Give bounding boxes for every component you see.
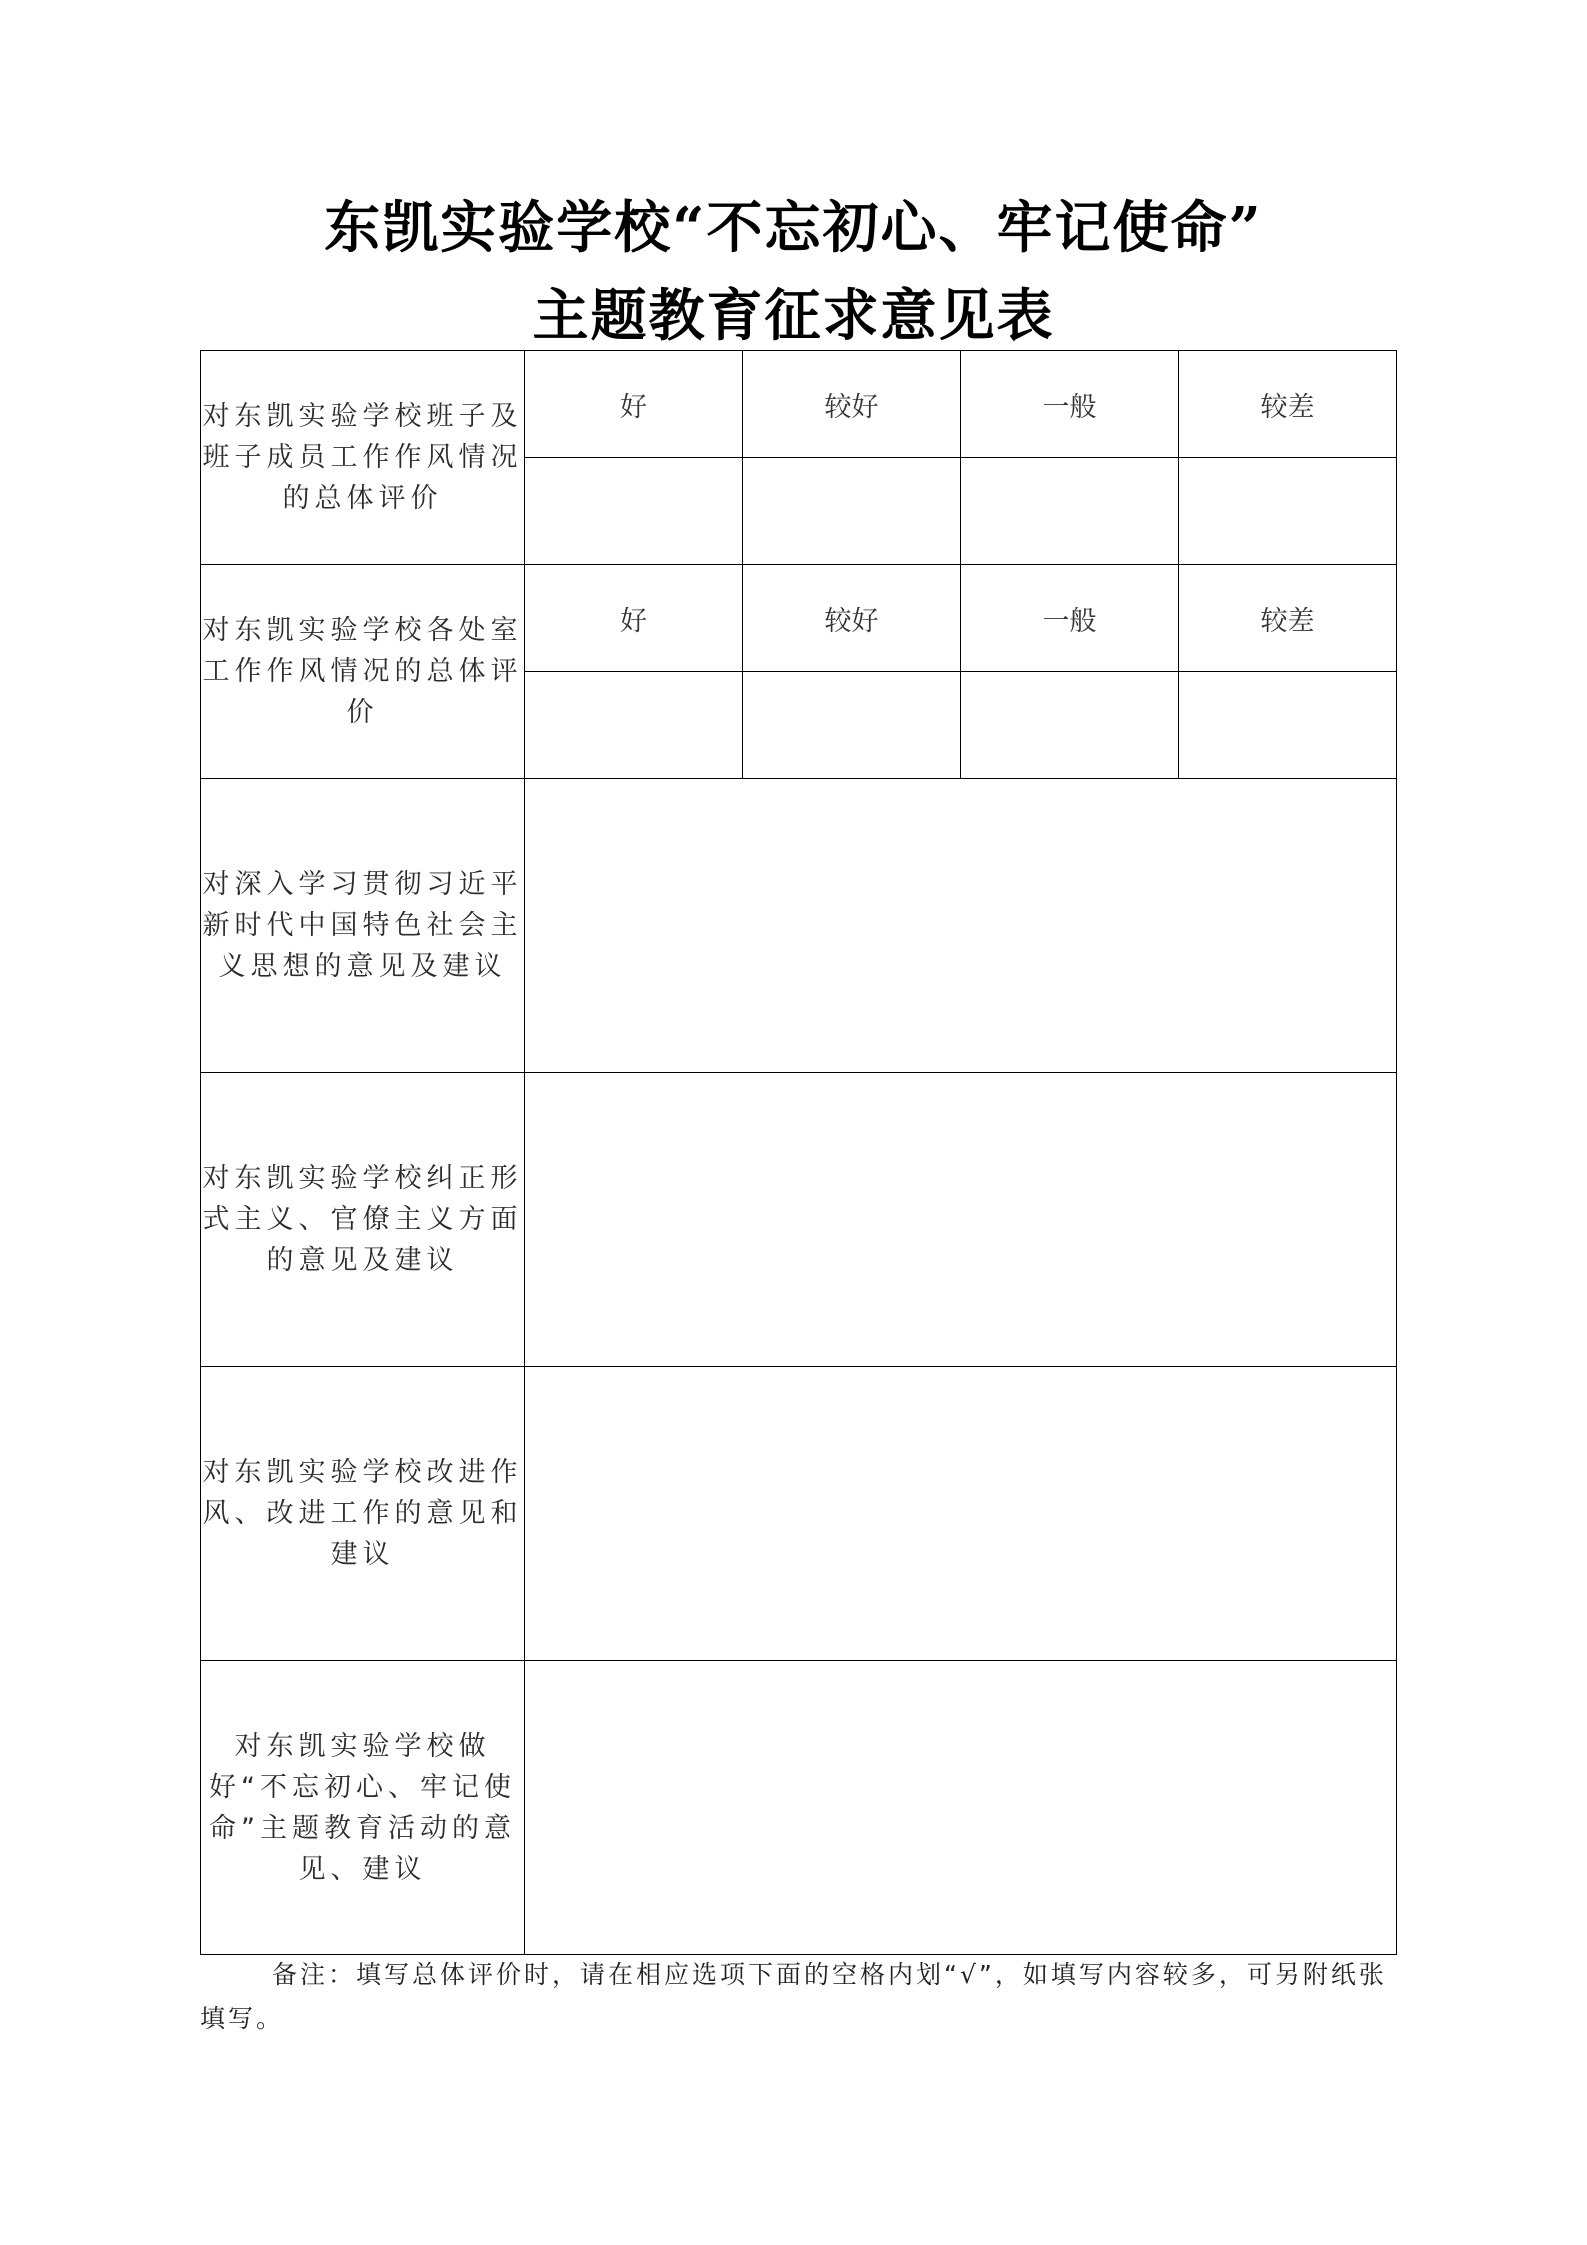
opinion-input-area-theme-education[interactable] [525, 1661, 1397, 1955]
rating-mark-cell-good[interactable] [525, 458, 743, 565]
rating-option-average: 一般 [961, 351, 1179, 458]
opinion-label-work-style: 对东凯实验学校改进作风、改进工作的意见和建议 [201, 1367, 525, 1661]
rating-option-average: 一般 [961, 565, 1179, 672]
rating-row-offices-header [201, 565, 1397, 672]
rating-mark-cell-fairly-good[interactable] [743, 458, 961, 565]
rating-row-leadership-header [201, 351, 1397, 458]
rating-option-good: 好 [525, 351, 743, 458]
opinion-row-formalism [201, 1073, 1397, 1367]
rating-option-fairly-good: 较好 [743, 565, 961, 672]
opinion-row-study [201, 779, 1397, 1073]
rating-mark-cell-poor[interactable] [1179, 672, 1397, 779]
rating-mark-cell-average[interactable] [961, 672, 1179, 779]
form-footnote: 备注：填写总体评价时，请在相应选项下面的空格内划“√”，如填写内容较多，可另附纸张填写。 [200, 1960, 1387, 2033]
rating-mark-cell-poor[interactable] [1179, 458, 1397, 565]
opinion-form-table [200, 350, 1397, 1955]
opinion-row-work-style [201, 1367, 1397, 1661]
opinion-input-area-study[interactable] [525, 779, 1397, 1073]
opinion-label-theme-education: 对东凯实验学校做好“不忘初心、牢记使命”主题教育活动的意见、建议 [201, 1661, 525, 1955]
rating-label-offices: 对东凯实验学校各处室工作作风情况的总体评价 [201, 565, 525, 779]
rating-option-poor: 较差 [1179, 565, 1397, 672]
form-title-line-2: 主题教育征求意见表 [532, 283, 1055, 349]
rating-label-leadership: 对东凯实验学校班子及班子成员工作作风情况的总体评价 [201, 351, 525, 565]
rating-mark-cell-average[interactable] [961, 458, 1179, 565]
rating-option-fairly-good: 较好 [743, 351, 961, 458]
rating-option-poor: 较差 [1179, 351, 1397, 458]
form-title-line-1: 东凯实验学校“不忘初心、牢记使命” [324, 195, 1263, 261]
opinion-label-formalism: 对东凯实验学校纠正形式主义、官僚主义方面的意见及建议 [201, 1073, 525, 1367]
opinion-input-area-work-style[interactable] [525, 1367, 1397, 1661]
rating-mark-cell-good[interactable] [525, 672, 743, 779]
rating-option-good: 好 [525, 565, 743, 672]
rating-mark-cell-fairly-good[interactable] [743, 672, 961, 779]
opinion-row-theme-education [201, 1661, 1397, 1955]
opinion-input-area-formalism[interactable] [525, 1073, 1397, 1367]
opinion-label-study: 对深入学习贯彻习近平新时代中国特色社会主义思想的意见及建议 [201, 779, 525, 1073]
